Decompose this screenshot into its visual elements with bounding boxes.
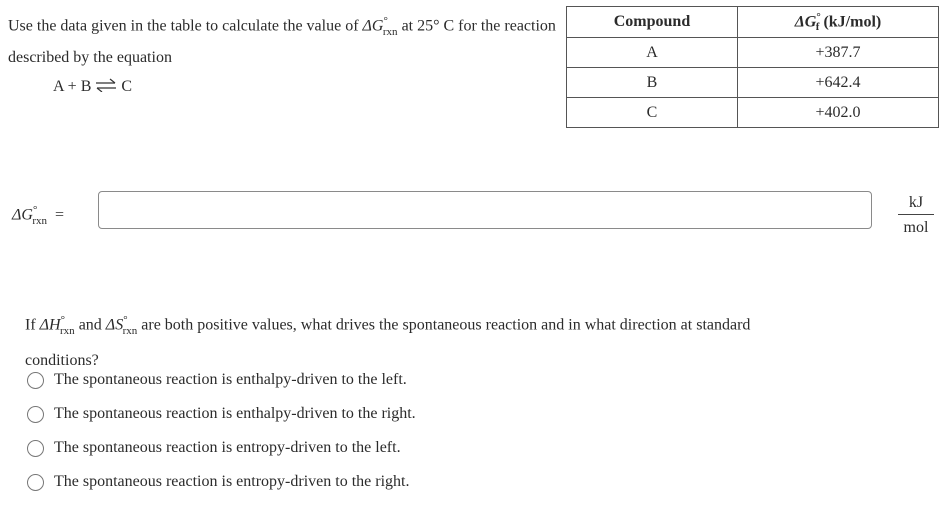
delta-s-symbol: ΔS [105,316,124,334]
equilibrium-arrows-icon [95,78,117,92]
table-row [567,68,939,98]
table-row [567,38,939,68]
value-cell: +642.4 [738,68,939,98]
delta-h-symbol: ΔH [39,316,61,334]
compound-cell: A [567,38,738,68]
header-compound: Compound [567,7,738,38]
equation-product: C [121,78,133,95]
value-cell: +402.0 [738,98,939,128]
reaction-equation [53,78,132,96]
compound-cell: C [567,98,738,128]
unit-fraction [898,193,934,238]
answer-options [27,363,416,499]
unit-numerator: kJ [908,194,924,211]
question-2-text: If $\Delta H^\circ_{rxn}$ and $\Delta S^\circ_{rxn}$ are both positive values, what drives the spontaneous reaction and in what direction at standard conditions? [25,314,751,369]
header-dg-formation: $\Delta G^\circ_f$ (kJ/mol) [738,7,939,38]
delta-g-symbol: ΔG [362,17,384,35]
option-entropy-right[interactable]: The spontaneous reaction is entropy-driven to the right. [27,465,416,499]
radio-button[interactable] [27,440,44,457]
equation-reactants: A + B [53,78,92,95]
radio-button[interactable] [27,372,44,389]
option-entropy-left[interactable]: The spontaneous reaction is entropy-driven to the left. [27,431,416,465]
radio-button[interactable] [27,406,44,423]
option-enthalpy-right[interactable]: The spontaneous reaction is enthalpy-driven to the right. [27,397,416,431]
option-enthalpy-left[interactable]: The spontaneous reaction is enthalpy-driven to the left. [27,363,416,397]
compound-cell: B [567,68,738,98]
question-1-text [8,8,558,71]
delta-g-answer-input[interactable] [98,191,872,229]
question-1-suffix: at 25° C for the reaction described by the equation [8,17,556,66]
radio-button[interactable] [27,474,44,491]
table-row [567,98,939,128]
answer-label: $\Delta G^\circ_{rxn}$ = [12,204,65,227]
rxn-subscript: rxn [382,25,398,38]
thermo-data-table [566,6,939,128]
value-cell: +387.7 [738,38,939,68]
standard-degree: ° [383,15,388,27]
table-header-row [567,7,939,38]
unit-denominator: mol [903,219,929,236]
fraction-bar [898,214,934,215]
question-1-prefix: Use the data given in the table to calculate the value of [8,17,359,35]
